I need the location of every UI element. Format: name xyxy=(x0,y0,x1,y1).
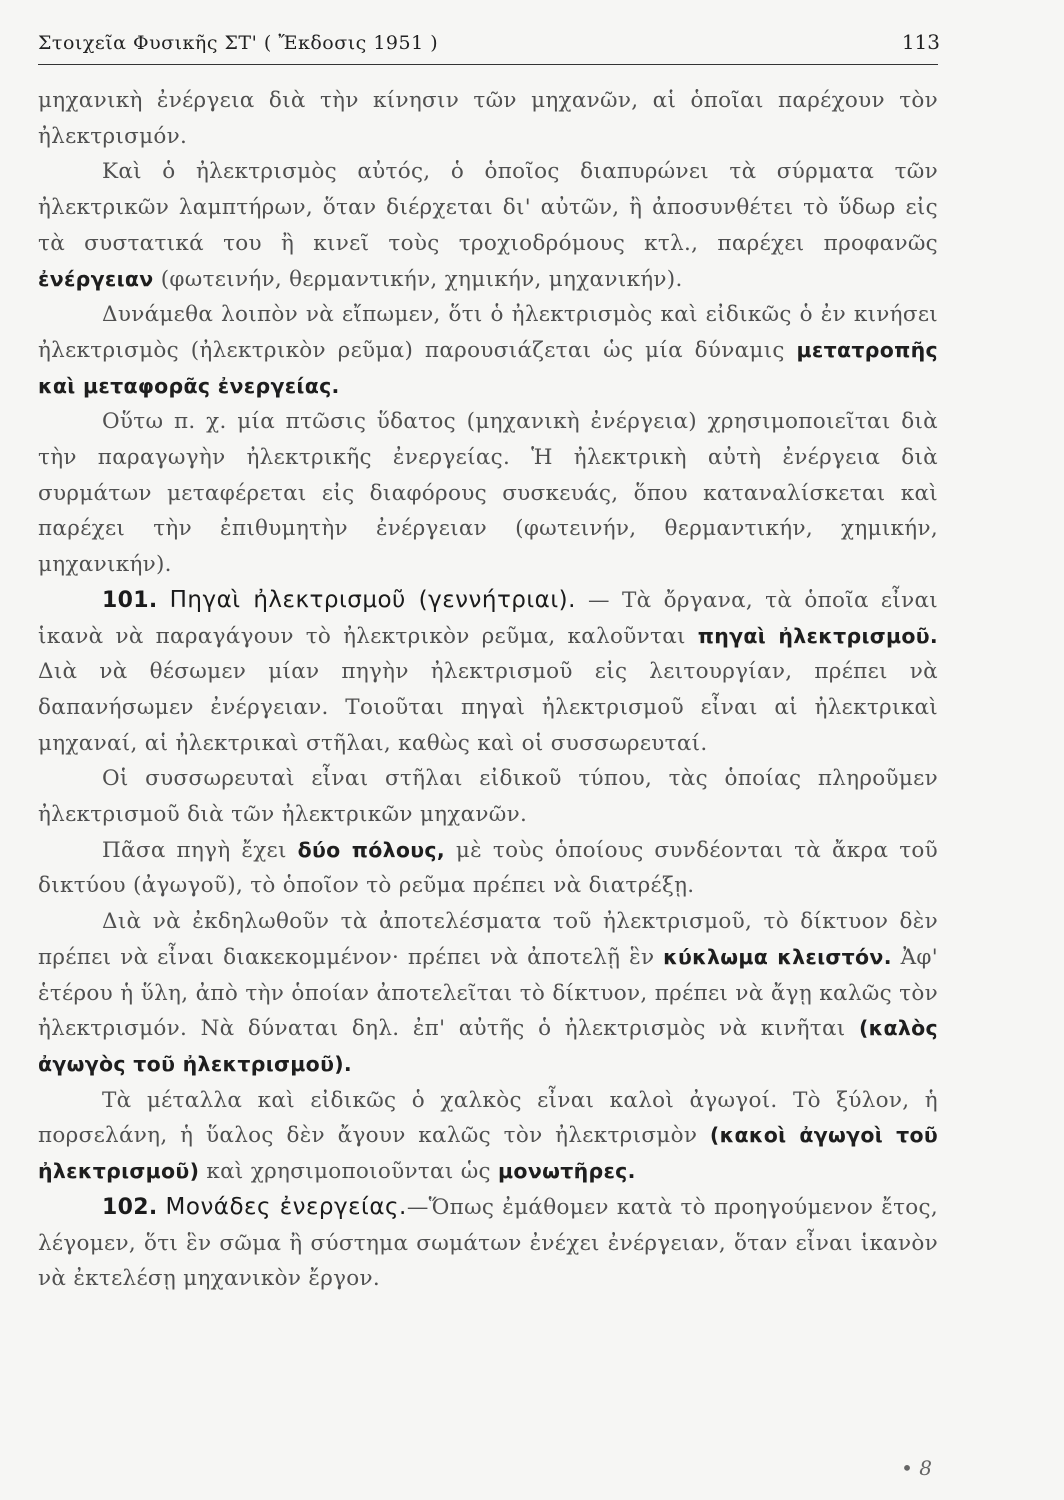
section-102 xyxy=(38,1190,938,1297)
signature-mark: • 8 xyxy=(901,1456,932,1480)
bold-term: (καλὸς ἀγωγὸς τοῦ ἠλεκτρισμοῦ). xyxy=(38,1016,938,1076)
paragraph-text: —Ὅπως ἐμάθομεν κατὰ τὸ προηγούμενον ἔτος, λέγομεν, ὅτι ἓν σῶμα ἢ σύστημα σωμάτων ἐνέχει ἐνέργειαν, ὅταν εἶναι ἱκανὸν νὰ ἐκτελέσῃ μηχανικὸν ἔργον. xyxy=(38,1194,938,1292)
paragraph-8 xyxy=(38,904,938,1083)
paragraph-text: — Τὰ ὄργανα, τὰ ὁποῖα εἶναι ἱκανὰ νὰ παραγάγουν τὸ ἠλεκτρικὸν ρεῦμα, καλοῦνται xyxy=(38,587,939,649)
paragraph-text: Τὰ μέταλλα καὶ εἰδικῶς ὁ χαλκὸς εἶναι καλοὶ ἀγωγοί. Τὸ ξύλον, ἡ πορσελάνη, ἡ ὕαλος δὲν ἄγουν καλῶς τὸν ἠλεκτρισμὸν xyxy=(38,1087,938,1149)
paragraph-text: Πᾶσα πηγὴ ἔχει xyxy=(102,837,298,863)
running-header xyxy=(38,20,938,65)
section-number: 102. xyxy=(102,1194,158,1220)
page-body xyxy=(38,83,938,1297)
paragraph-text: Ἀφ' ἑτέρου ἡ ὕλη, ἀπὸ τὴν ὁποίαν ἀποτελεῖται τὸ δίκτυον, πρέπει νὰ ἄγῃ καλῶς τὸν ἠλεκτρισμόν. Νὰ δύναται δηλ. ἐπ' αὐτῆς ὁ ἠλεκτρισμὸς νὰ κινῆται xyxy=(38,944,938,1042)
section-title: Μονάδες ἐνεργείας. xyxy=(165,1193,407,1220)
paragraph-2 xyxy=(38,154,938,297)
section-title: Πηγαὶ ἠλεκτρισμοῦ (γεννήτριαι). xyxy=(169,586,576,613)
paragraph-4 xyxy=(38,404,938,583)
section-101 xyxy=(38,583,938,762)
bold-term: δύο πόλους, xyxy=(297,837,445,862)
paragraph-text: μὲ τοὺς ὁποίους συνδέονται τὰ ἄκρα τοῦ δικτύου (ἀγωγοῦ), τὸ ὁποῖον τὸ ρεῦμα πρέπει νὰ διατρέξῃ. xyxy=(38,837,938,899)
paragraph-6 xyxy=(38,761,938,832)
paragraph-7 xyxy=(38,833,938,904)
paragraph-text: Διὰ νὰ θέσωμεν μίαν πηγὴν ἠλεκτρισμοῦ εἰς λειτουργίαν, πρέπει νὰ δαπανήσωμεν ἐνέργειαν. Τοιοῦται πηγαὶ ἠλεκτρισμοῦ εἶναι αἱ ἠλεκτρικαὶ μηχαναί, αἱ ἠλεκτρικαὶ στῆλαι, καθὼς καὶ οἱ συσσωρευταί. xyxy=(38,659,938,756)
paragraph-text: Οἱ συσσωρευταὶ εἶναι στῆλαι εἰδικοῦ τύπου, τὰς ὁποίας πληροῦμεν ἠλεκτρισμοῦ διὰ τῶν ἠλεκτρικῶν μηχανῶν. xyxy=(38,766,938,828)
book-page xyxy=(38,20,938,1480)
bold-term: κύκλωμα κλειστόν. xyxy=(663,944,892,969)
paragraph-text: μηχανικὴ ἐνέργεια διὰ τὴν κίνησιν τῶν μηχανῶν, αἱ ὁποῖαι παρέχουν τὸν ἠλεκτρισμόν. xyxy=(38,88,938,149)
paragraph-9 xyxy=(38,1083,938,1190)
section-number: 101. xyxy=(102,587,158,613)
bold-term: ἐνέργειαν xyxy=(38,266,154,291)
paragraph-text: Οὕτω π. χ. μία πτῶσις ὕδατος (μηχανικὴ ἐνέργεια) χρησιμοποιεῖται διὰ τὴν παραγωγὴν ἠλεκτρικῆς ἐνεργείας. Ἡ ἠλεκτρικὴ αὐτὴ ἐνέργεια διὰ συρμάτων μεταφέρεται εἰς διαφόρους συσκευάς, ὅπου καταναλίσκεται καὶ παρέχει τὴν ἐπιθυμητὴν ἐνέργειαν (φωτεινήν, θερμαντικήν, χημικήν, μηχανικήν). xyxy=(38,409,938,578)
paragraph-3 xyxy=(38,297,938,404)
paragraph-text: καὶ χρησιμοποιοῦνται ὡς xyxy=(199,1159,499,1185)
paragraph-text: Καὶ ὁ ἠλεκτρισμὸς αὐτός, ὁ ὁποῖος διαπυρώνει τὰ σύρματα τῶν ἠλεκτρικῶν λαμπτήρων, ὅταν διέρχεται δι' αὐτῶν, ἢ ἀποσυνθέτει τὸ ὕδωρ εἰς τὰ συστατικά του ἢ κινεῖ τοὺς τροχιοδρόμους κτλ., παρέχει προφανῶς xyxy=(38,159,938,256)
bold-term: μετατροπῆς καὶ μεταφορᾶς ἐνεργείας. xyxy=(38,337,938,398)
paragraph-text: Δυνάμεθα λοιπὸν νὰ εἴπωμεν, ὅτι ὁ ἠλεκτρισμὸς καὶ εἰδικῶς ὁ ἐν κινήσει ἠλεκτρισμὸς (ἠλεκτρικὸν ρεῦμα) παρουσιάζεται ὡς μία δύναμις xyxy=(38,302,938,363)
paragraph-text: Διὰ νὰ ἐκδηλωθοῦν τὰ ἀποτελέσματα τοῦ ἠλεκτρισμοῦ, τὸ δίκτυον δὲν πρέπει νὰ εἶναι διακεκομμένον· πρέπει νὰ ἀποτελῇ ἓν xyxy=(38,909,938,970)
bold-term: (κακοὶ ἀγωγοὶ τοῦ ἠλεκτρισμοῦ) xyxy=(38,1123,938,1184)
header-title: Στοιχεῖα Φυσικῆς ΣΤ' ( Ἔκδοσις 1951 ) xyxy=(38,32,439,54)
paragraph-1 xyxy=(38,83,938,154)
page-number: 113 xyxy=(901,30,940,54)
paragraph-text: (φωτεινήν, θερμαντικήν, χημικήν, μηχανικήν). xyxy=(153,266,683,292)
bold-term: πηγαὶ ἠλεκτρισμοῦ. xyxy=(697,623,938,648)
bold-term: μονωτῆρες. xyxy=(498,1159,636,1184)
